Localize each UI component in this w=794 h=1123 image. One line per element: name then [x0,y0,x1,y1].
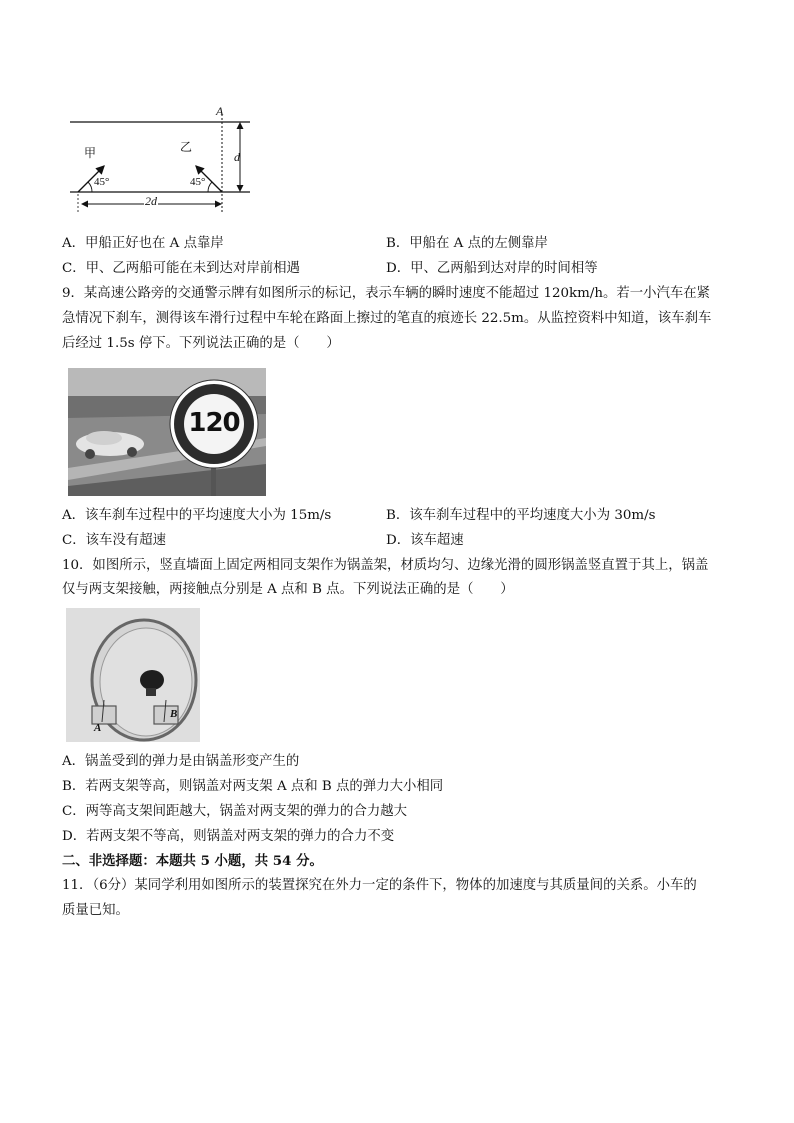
point-A-label: A [216,104,224,118]
q10-option-c: C．两等高支架间距越大，锅盖对两支架的弹力的合力越大 [62,804,408,819]
q10-option-d: D．若两支架不等高，则锅盖对两支架的弹力的合力不变 [62,829,395,844]
angle-right-label: 45° [190,176,206,188]
angle-left-label: 45° [94,176,110,188]
q8-option-a: A．甲船正好也在 A 点靠岸 [62,236,224,251]
contact-point-A-label: A [94,722,102,734]
2d-label: 2d [145,194,157,208]
q11-stem-line2: 质量已知。 [62,903,129,918]
q8-option-b: B．甲船在 A 点的左侧靠岸 [386,236,548,251]
q10-stem-line1: 10．如图所示，竖直墙面上固定两相同支架作为锅盖架，材质均匀、边缘光滑的圆形锅盖竖直置于其上，锅盖 [62,558,709,573]
q9-option-b: B．该车刹车过程中的平均速度大小为 30m/s [386,508,656,523]
section-2-heading: 二、非选择题：本题共 5 小题，共 54 分。 [62,853,323,869]
q8-option-c: C．甲、乙两船可能在未到达对岸前相遇 [62,261,300,276]
q10-option-b: B．若两支架等高，则锅盖对两支架 A 点和 B 点的弹力大小相同 [62,779,444,794]
q9-stem-line2: 急情况下刹车，测得该车滑行过程中车轮在路面上擦过的笔直的痕迹长 22.5m。从监控资料中知道，该车刹车 [62,311,712,326]
q9-option-d: D．该车超速 [386,533,464,548]
boat-yi-label: 乙 [180,140,193,154]
q9-stem-line3: 后经过 1.5s 停下。下列说法正确的是（ ） [62,336,340,351]
speed-sign-number: 120 [188,408,240,438]
d-label: d [234,150,240,164]
q9-option-c: C．该车没有超速 [62,533,166,548]
q9-stem-line1: 9．某高速公路旁的交通警示牌有如图所示的标记，表示车辆的瞬时速度不能超过 120km/h。若一小汽车在紧 [62,286,711,301]
speed-limit-photo [68,368,266,496]
q10-option-a: A．锅盖受到的弹力是由锅盖形变产生的 [62,754,300,769]
boats-figure [64,104,260,220]
q10-stem-line2: 仅与两支架接触，两接触点分别是 A 点和 B 点。下列说法正确的是（ ） [62,582,514,597]
pot-lid-scene [66,608,200,742]
contact-point-B-label: B [170,708,178,720]
q11-stem-line1: 11．（6分）某同学利用如图所示的装置探究在外力一定的条件下，物体的加速度与其质量间的关系。小车的 [62,878,697,893]
q9-option-a: A．该车刹车过程中的平均速度大小为 15m/s [62,508,332,523]
q8-option-d: D．甲、乙两船到达对岸的时间相等 [386,261,598,276]
pot-lid-photo [66,608,200,742]
boats-diagram [64,104,260,220]
lid-knob [140,670,164,690]
boat-jia-label: 甲 [84,146,97,160]
